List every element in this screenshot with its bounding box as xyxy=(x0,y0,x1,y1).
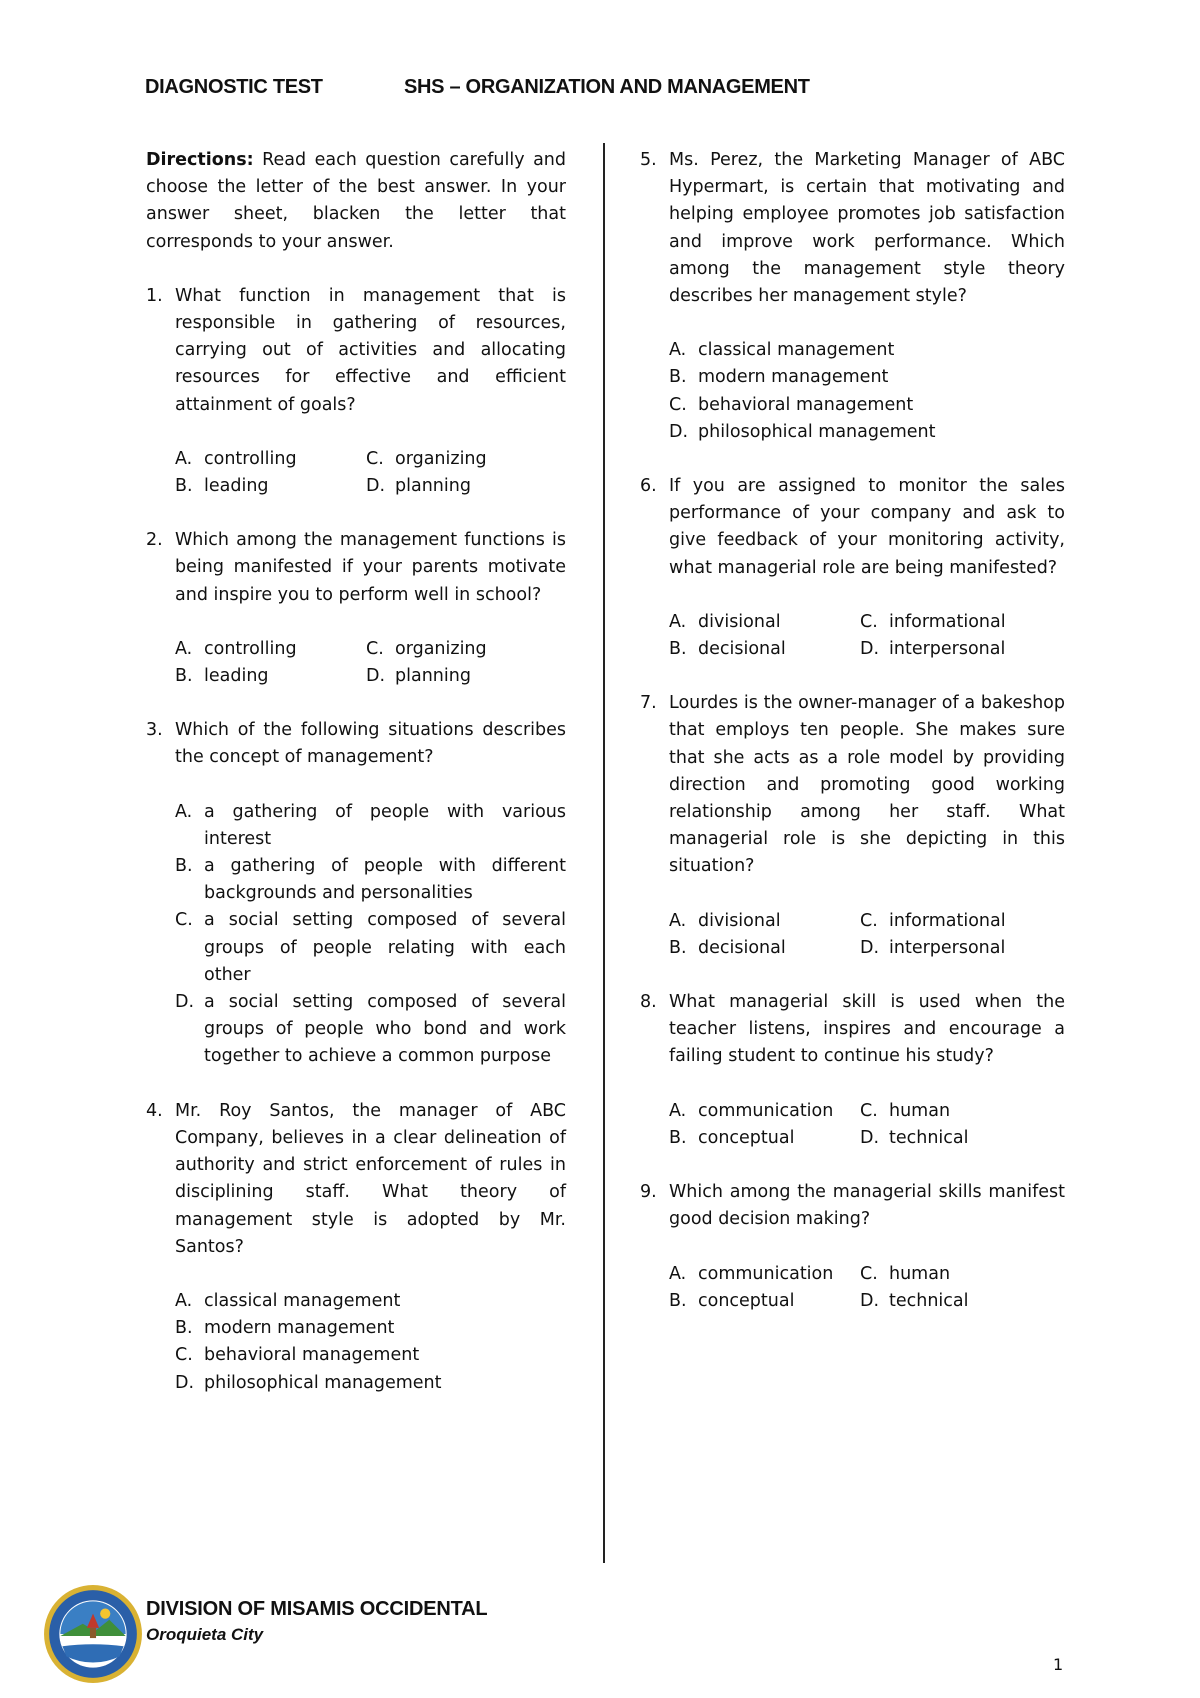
option-text: leading xyxy=(204,666,269,687)
option-letter: B. xyxy=(669,1290,687,1311)
option-text: technical xyxy=(889,1290,969,1311)
answer-options xyxy=(669,1098,1065,1152)
question-number: 7. xyxy=(640,693,657,714)
question-number: 1. xyxy=(146,285,163,306)
answer-option[interactable] xyxy=(175,446,366,473)
question-number: 4. xyxy=(146,1100,163,1121)
question-item xyxy=(146,717,566,771)
question-text: Lourdes is the owner-manager of a bakeshop that employs ten people. She makes sure that she acts as a role model by providing direction and promoting good working relationship among her staff. What managerial role is she depicting in this situation? xyxy=(669,693,1065,877)
question-list-right xyxy=(640,147,1065,1315)
option-text: a social setting composed of several groups of people relating with each other xyxy=(204,910,566,985)
option-text: controlling xyxy=(204,448,297,469)
option-text: behavioral management xyxy=(698,394,914,415)
option-letter: D. xyxy=(860,937,880,958)
option-letter: C. xyxy=(669,394,687,415)
answer-option[interactable] xyxy=(860,636,1065,663)
left-column xyxy=(146,147,566,1424)
question-number: 8. xyxy=(640,992,657,1013)
answer-option[interactable] xyxy=(669,1098,860,1125)
answer-option[interactable] xyxy=(669,337,1065,364)
answer-option[interactable] xyxy=(175,799,566,853)
answer-options xyxy=(175,446,566,500)
question-text: Which among the managerial skills manifest good decision making? xyxy=(669,1182,1065,1230)
option-text: divisional xyxy=(698,611,781,632)
city-name: Oroquieta City xyxy=(146,1625,264,1644)
option-letter: A. xyxy=(175,801,193,822)
question-item xyxy=(146,527,566,609)
answer-option[interactable] xyxy=(669,636,860,663)
option-letter: D. xyxy=(175,992,195,1013)
answer-option[interactable] xyxy=(175,1370,566,1397)
option-letter: A. xyxy=(669,1263,687,1284)
question-item xyxy=(146,283,566,419)
option-letter: D. xyxy=(860,639,880,660)
option-letter: A. xyxy=(669,910,687,931)
question-item xyxy=(640,1179,1065,1233)
option-text: planning xyxy=(395,476,471,497)
answer-option[interactable] xyxy=(860,1261,1065,1288)
option-letter: B. xyxy=(175,1318,193,1339)
answer-option[interactable] xyxy=(860,609,1065,636)
option-text: communication xyxy=(698,1263,834,1284)
answer-options xyxy=(175,1288,566,1397)
option-letter: B. xyxy=(669,937,687,958)
answer-options xyxy=(669,609,1065,663)
option-letter: C. xyxy=(366,638,384,659)
question-number: 9. xyxy=(640,1182,657,1203)
answer-option[interactable] xyxy=(860,1288,1065,1315)
option-text: interpersonal xyxy=(889,937,1006,958)
option-letter: D. xyxy=(175,1372,195,1393)
option-letter: B. xyxy=(175,856,193,877)
directions-text: Read each question carefully and choose the letter of the best answer. In your answer sheet, blacken the letter that corresponds to your answer. xyxy=(146,150,566,252)
question-item xyxy=(640,147,1065,310)
directions-label: Directions: xyxy=(146,150,254,170)
option-text: a gathering of people with various interest xyxy=(204,801,566,849)
answer-option[interactable] xyxy=(366,473,566,500)
option-letter: A. xyxy=(669,1100,687,1121)
option-text: behavioral management xyxy=(204,1345,420,1366)
test-title: DIAGNOSTIC TEST xyxy=(145,76,323,98)
option-letter: B. xyxy=(669,367,687,388)
answer-option[interactable] xyxy=(366,636,566,663)
option-letter: B. xyxy=(175,666,193,687)
directions xyxy=(146,147,566,256)
answer-option[interactable] xyxy=(175,1315,566,1342)
answer-option[interactable] xyxy=(669,392,1065,419)
option-letter: C. xyxy=(860,1263,878,1284)
option-text: classical management xyxy=(698,340,895,361)
question-text: Which of the following situations describes the concept of management? xyxy=(175,720,566,768)
answer-option[interactable] xyxy=(175,907,566,989)
right-column xyxy=(640,147,1065,1342)
question-number: 6. xyxy=(640,476,657,497)
answer-option[interactable] xyxy=(669,609,860,636)
answer-options xyxy=(175,636,566,690)
option-text: modern management xyxy=(698,367,889,388)
option-letter: D. xyxy=(366,666,386,687)
answer-option[interactable] xyxy=(669,419,1065,446)
option-letter: A. xyxy=(175,1290,193,1311)
answer-option[interactable] xyxy=(175,1288,566,1315)
option-letter: C. xyxy=(175,910,193,931)
option-text: conceptual xyxy=(698,1290,795,1311)
question-number: 3. xyxy=(146,720,163,741)
answer-option[interactable] xyxy=(860,1125,1065,1152)
option-letter: D. xyxy=(860,1127,880,1148)
question-item xyxy=(146,1098,566,1261)
question-text: Ms. Perez, the Marketing Manager of ABC Hypermart, is certain that motivating and helping employee promotes job satisfaction and improve work performance. Which among the management style theory describes her management style? xyxy=(669,150,1065,307)
question-text: What managerial skill is used when the teacher listens, inspires and encourage a failing student to continue his study? xyxy=(669,992,1065,1067)
division-name: DIVISION OF MISAMIS OCCIDENTAL xyxy=(146,1598,488,1620)
option-text: informational xyxy=(889,910,1006,931)
answer-option[interactable] xyxy=(175,989,566,1071)
option-text: technical xyxy=(889,1127,969,1148)
option-text: a social setting composed of several groups of people who bond and work together to achieve a common purpose xyxy=(204,992,566,1067)
option-letter: C. xyxy=(860,611,878,632)
question-list-left xyxy=(146,283,566,1397)
answer-options xyxy=(175,799,566,1071)
option-letter: D. xyxy=(669,421,689,442)
option-text: divisional xyxy=(698,910,781,931)
answer-options xyxy=(669,1261,1065,1315)
question-item xyxy=(640,473,1065,582)
question-number: 5. xyxy=(640,150,657,170)
answer-option[interactable] xyxy=(669,1125,860,1152)
answer-option[interactable] xyxy=(860,935,1065,962)
answer-options xyxy=(669,337,1065,446)
option-text: modern management xyxy=(204,1318,395,1339)
option-text: decisional xyxy=(698,639,786,660)
option-letter: B. xyxy=(669,639,687,660)
option-text: communication xyxy=(698,1100,834,1121)
option-letter: A. xyxy=(175,448,193,469)
option-letter: D. xyxy=(860,1290,880,1311)
answer-option[interactable] xyxy=(669,1288,860,1315)
answer-option[interactable] xyxy=(669,908,860,935)
option-text: philosophical management xyxy=(204,1372,442,1393)
answer-option[interactable] xyxy=(669,1261,860,1288)
option-text: conceptual xyxy=(698,1127,795,1148)
option-letter: D. xyxy=(366,476,386,497)
question-item xyxy=(640,690,1065,880)
option-letter: A. xyxy=(669,340,687,361)
answer-option[interactable] xyxy=(175,853,566,907)
column-divider xyxy=(603,143,605,1563)
deped-seal-icon xyxy=(42,1583,144,1685)
option-letter: C. xyxy=(860,910,878,931)
option-text: planning xyxy=(395,666,471,687)
question-text: Which among the management functions is being manifested if your parents motivate and inspire you to perform well in school? xyxy=(175,530,566,605)
answer-option[interactable] xyxy=(860,1098,1065,1125)
answer-option[interactable] xyxy=(175,663,366,690)
option-letter: B. xyxy=(669,1127,687,1148)
option-letter: A. xyxy=(669,611,687,632)
option-text: organizing xyxy=(395,638,487,659)
option-text: leading xyxy=(204,476,269,497)
option-text: philosophical management xyxy=(698,421,936,442)
answer-option[interactable] xyxy=(175,636,366,663)
option-text: interpersonal xyxy=(889,639,1006,660)
answer-option[interactable] xyxy=(366,446,566,473)
option-text: a gathering of people with different backgrounds and personalities xyxy=(204,856,566,904)
question-text: What function in management that is responsible in gathering of resources, carrying out of activities and allocating resources for effective and efficient attainment of goals? xyxy=(175,285,566,415)
option-letter: B. xyxy=(175,476,193,497)
option-text: informational xyxy=(889,611,1006,632)
option-text: human xyxy=(889,1100,951,1121)
answer-option[interactable] xyxy=(366,663,566,690)
option-letter: C. xyxy=(366,448,384,469)
subject-title: SHS – ORGANIZATION AND MANAGEMENT xyxy=(404,76,810,98)
answer-option[interactable] xyxy=(669,935,860,962)
option-letter: C. xyxy=(175,1345,193,1366)
option-letter: C. xyxy=(860,1100,878,1121)
option-text: human xyxy=(889,1263,951,1284)
page-number: 1 xyxy=(1053,1655,1064,1674)
option-text: classical management xyxy=(204,1290,401,1311)
question-item xyxy=(640,989,1065,1071)
question-text: Mr. Roy Santos, the manager of ABC Company, believes in a clear delineation of authority and strict enforcement of rules in disciplining staff. What theory of management style is adopted by Mr. Santos? xyxy=(175,1100,566,1257)
answer-option[interactable] xyxy=(175,1342,566,1369)
question-text: If you are assigned to monitor the sales performance of your company and ask to give feedback of your monitoring activity, what managerial role are being manifested? xyxy=(669,476,1065,578)
answer-option[interactable] xyxy=(175,473,366,500)
option-text: decisional xyxy=(698,937,786,958)
option-letter: A. xyxy=(175,638,193,659)
answer-options xyxy=(669,908,1065,962)
option-text: organizing xyxy=(395,448,487,469)
answer-option[interactable] xyxy=(669,364,1065,391)
answer-option[interactable] xyxy=(860,908,1065,935)
question-number: 2. xyxy=(146,530,163,551)
option-text: controlling xyxy=(204,638,297,659)
